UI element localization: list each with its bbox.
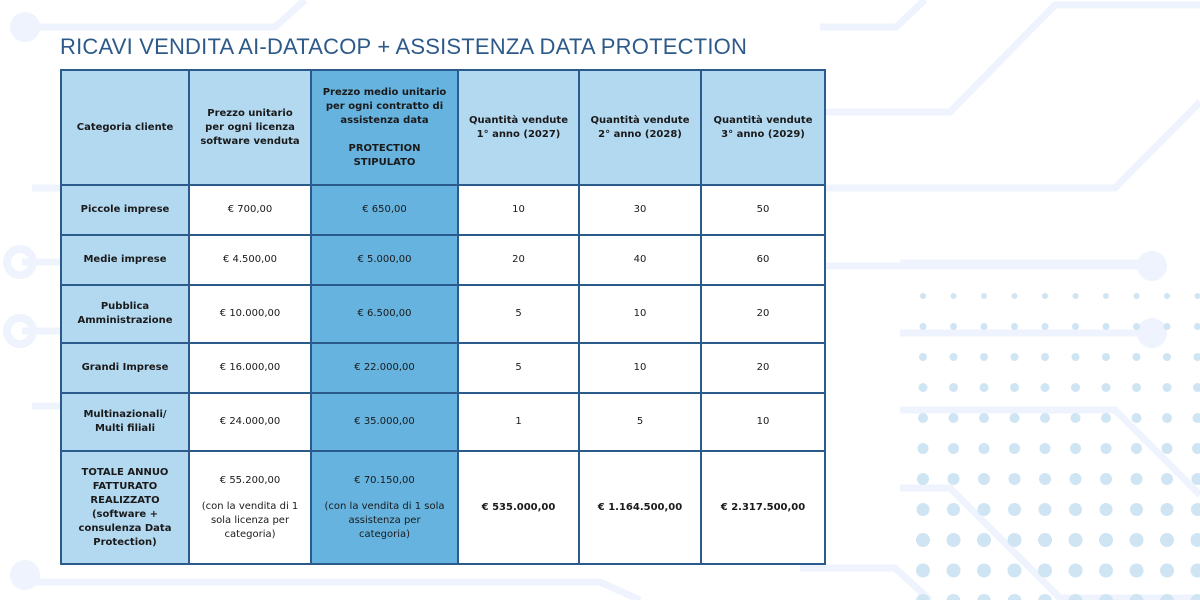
header-category: Categoria cliente bbox=[61, 70, 189, 185]
qty-2028-cell: 10 bbox=[579, 285, 701, 343]
qty-2029-cell: 50 bbox=[701, 185, 825, 235]
page-title: RICAVI VENDITA AI-DATACOP + ASSISTENZA DATA PROTECTION bbox=[60, 34, 748, 59]
total-row bbox=[61, 451, 825, 564]
table-row bbox=[61, 185, 825, 235]
license-total-cell: € 55.200,00 (con la vendita di 1 sola licenza per categoria) bbox=[189, 451, 311, 564]
qty-2027-cell: 5 bbox=[458, 285, 579, 343]
header-license-price: Prezzo unitario per ogni licenza software venduta bbox=[189, 70, 311, 185]
qty-2028-cell: 40 bbox=[579, 235, 701, 285]
qty-2029-cell: 10 bbox=[701, 393, 825, 451]
table-row bbox=[61, 393, 825, 451]
qty-2027-cell: 1 bbox=[458, 393, 579, 451]
qty-2029-cell: 20 bbox=[701, 343, 825, 393]
assistance-total-cell: € 70.150,00 (con la vendita di 1 sola assistenza per categoria) bbox=[311, 451, 458, 564]
assistance-price-cell: € 6.500,00 bbox=[311, 285, 458, 343]
qty-2029-cell: 60 bbox=[701, 235, 825, 285]
category-cell: Grandi Imprese bbox=[61, 343, 189, 393]
category-cell: Medie imprese bbox=[61, 235, 189, 285]
license-total-note: (con la vendita di 1 sola licenza per categoria) bbox=[201, 500, 299, 540]
category-cell: Pubblica Amministrazione bbox=[61, 285, 189, 343]
license-price-cell: € 24.000,00 bbox=[189, 393, 311, 451]
qty-2027-cell: 5 bbox=[458, 343, 579, 393]
revenue-2029-cell: € 2.317.500,00 bbox=[701, 451, 825, 564]
assistance-price-cell: € 35.000,00 bbox=[311, 393, 458, 451]
license-price-cell: € 700,00 bbox=[189, 185, 311, 235]
category-cell: Piccole imprese bbox=[61, 185, 189, 235]
revenue-table bbox=[60, 69, 826, 565]
revenue-2027-cell: € 535.000,00 bbox=[458, 451, 579, 564]
table-row bbox=[61, 285, 825, 343]
assistance-total-note: (con la vendita di 1 sola assistenza per categoria) bbox=[324, 500, 445, 540]
total-label-cell: TOTALE ANNUO FATTURATO REALIZZATO (software + consulenza Data Protection) bbox=[61, 451, 189, 564]
qty-2029-cell: 20 bbox=[701, 285, 825, 343]
header-qty-2027: Quantità vendute 1° anno (2027) bbox=[458, 70, 579, 185]
qty-2027-cell: 10 bbox=[458, 185, 579, 235]
qty-2028-cell: 10 bbox=[579, 343, 701, 393]
license-price-cell: € 4.500,00 bbox=[189, 235, 311, 285]
license-price-cell: € 10.000,00 bbox=[189, 285, 311, 343]
assistance-price-cell: € 22.000,00 bbox=[311, 343, 458, 393]
revenue-2028-cell: € 1.164.500,00 bbox=[579, 451, 701, 564]
qty-2028-cell: 30 bbox=[579, 185, 701, 235]
table-row bbox=[61, 235, 825, 285]
license-price-cell: € 16.000,00 bbox=[189, 343, 311, 393]
assistance-price-cell: € 650,00 bbox=[311, 185, 458, 235]
header-qty-2029: Quantità vendute 3° anno (2029) bbox=[701, 70, 825, 185]
table-row bbox=[61, 343, 825, 393]
qty-2027-cell: 20 bbox=[458, 235, 579, 285]
header-assistance-price: Prezzo medio unitario per ogni contratto di assistenza data PROTECTION STIPULATO bbox=[311, 70, 458, 185]
header-qty-2028: Quantità vendute 2° anno (2028) bbox=[579, 70, 701, 185]
category-cell: Multinazionali/ Multi filiali bbox=[61, 393, 189, 451]
qty-2028-cell: 5 bbox=[579, 393, 701, 451]
table-header-row bbox=[61, 70, 825, 185]
assistance-price-cell: € 5.000,00 bbox=[311, 235, 458, 285]
